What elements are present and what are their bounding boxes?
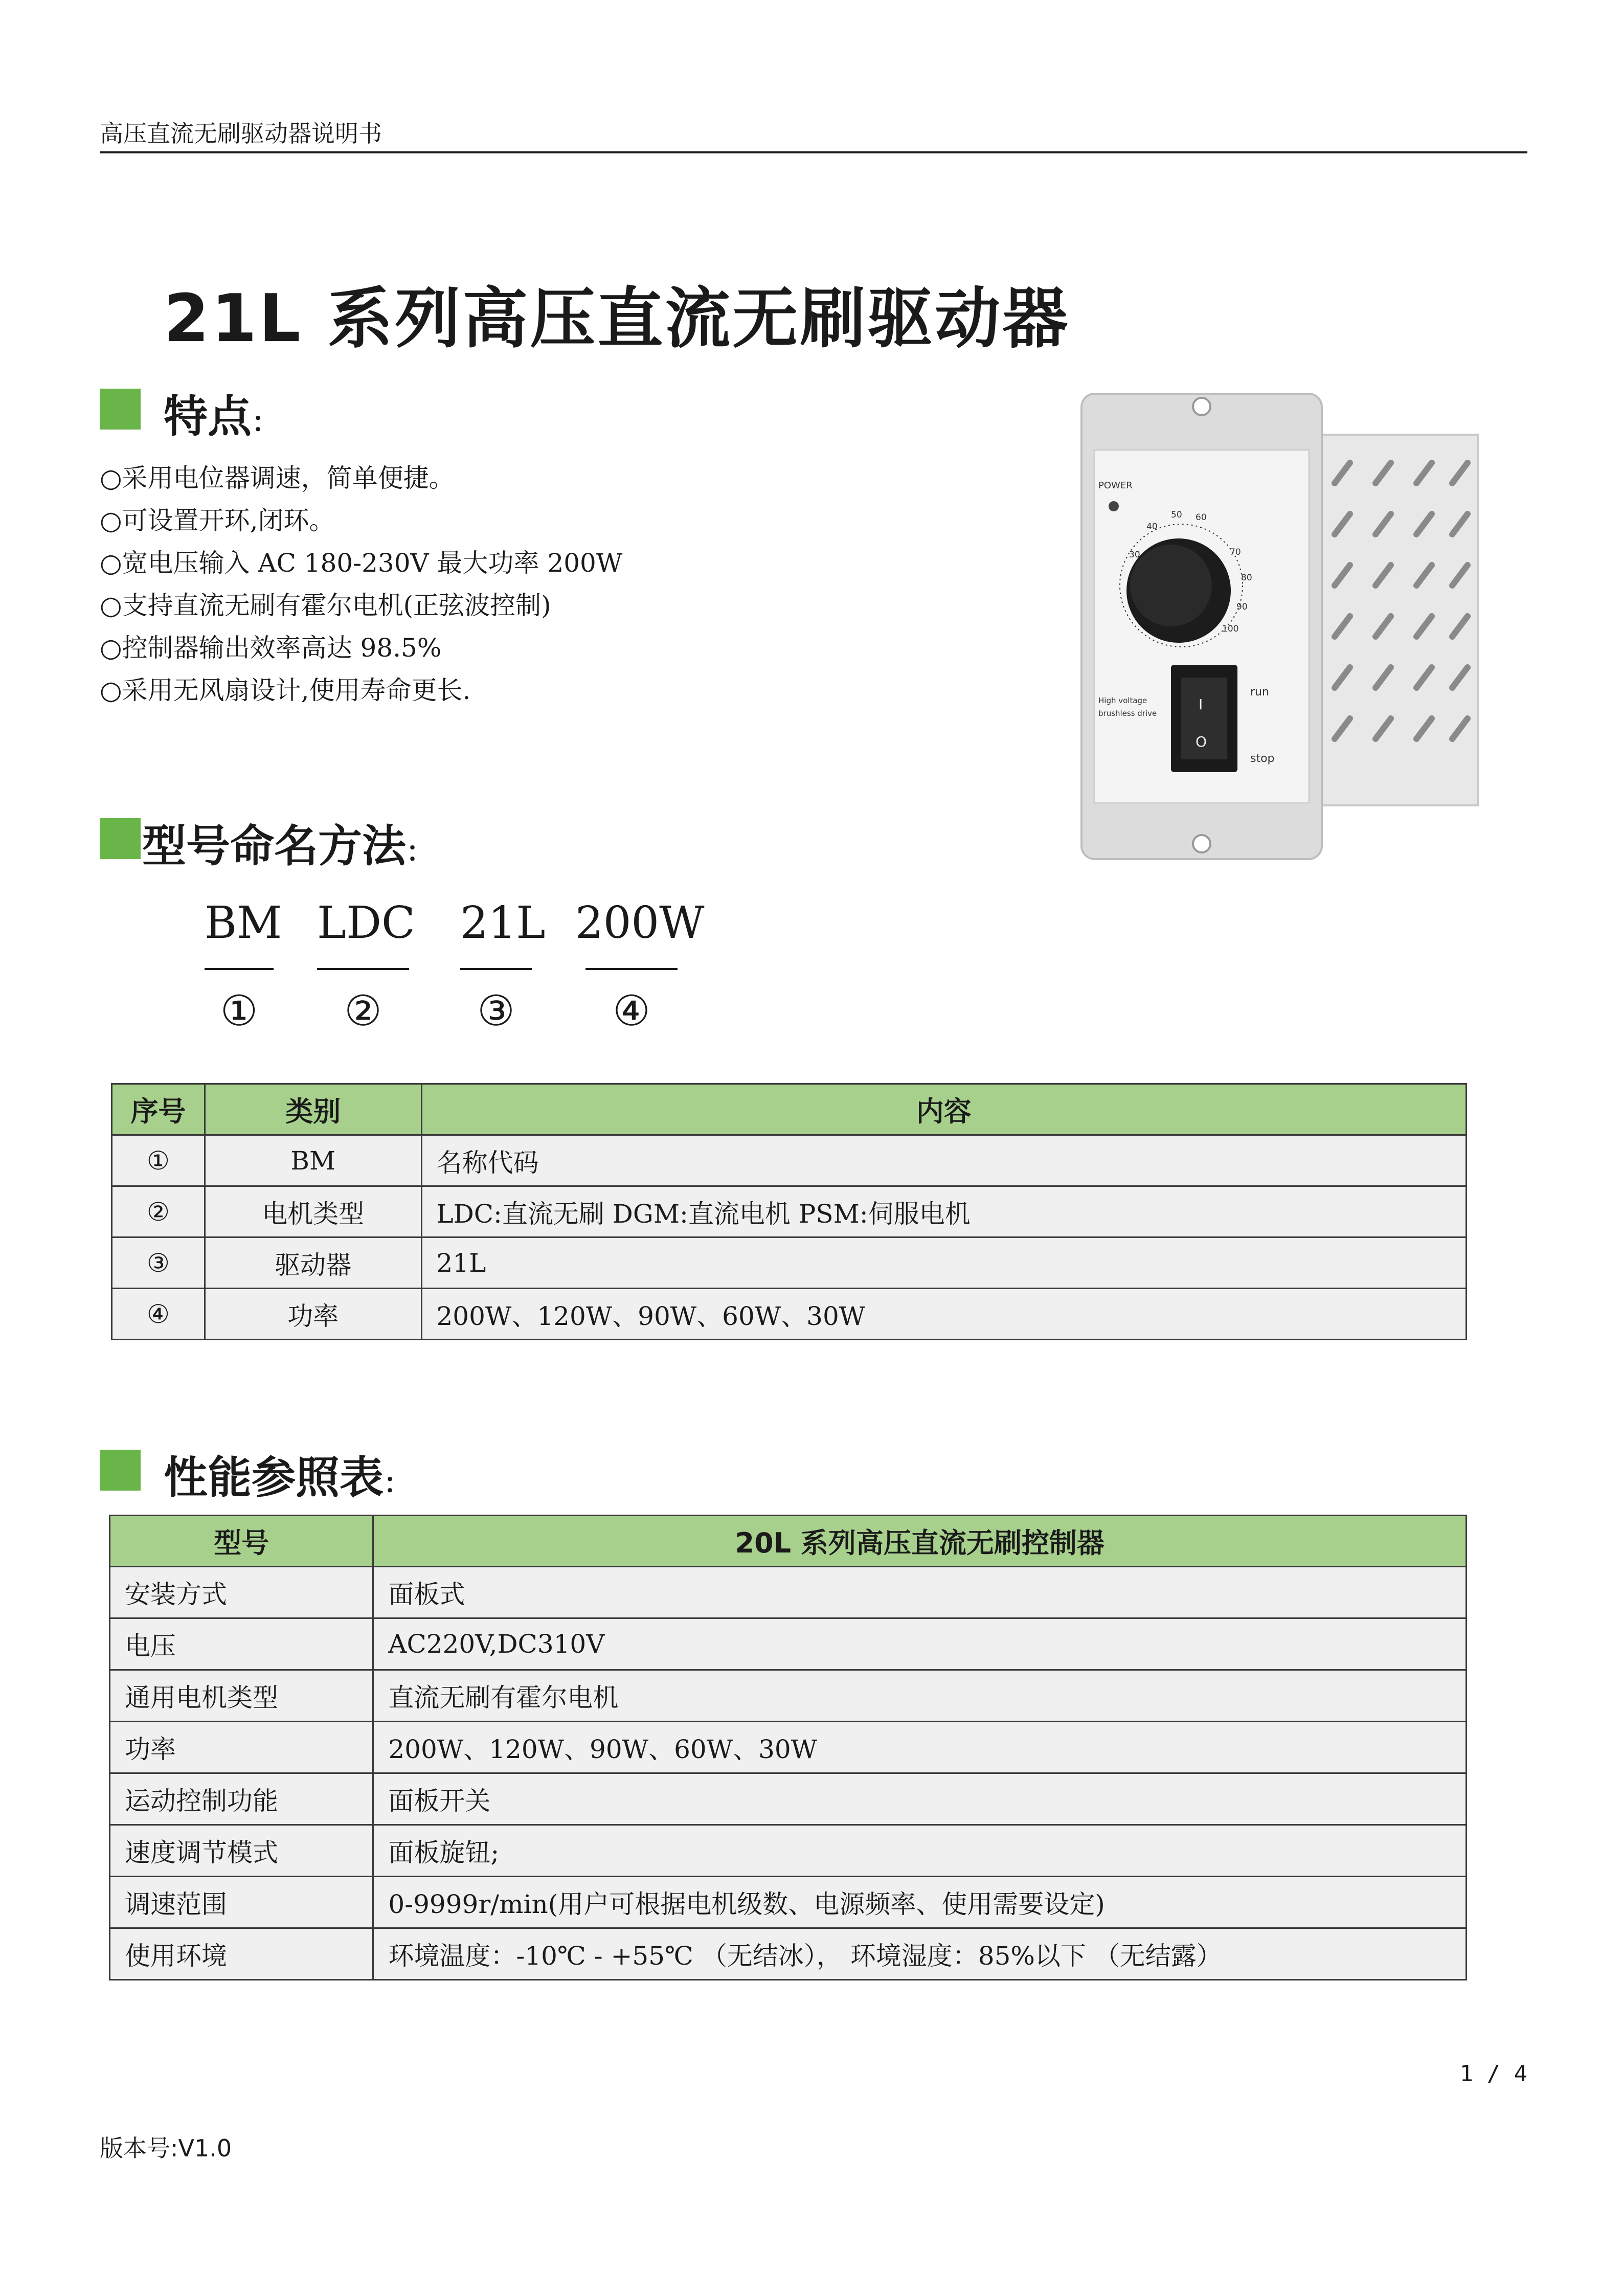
- feature-item: ○采用电位器调速，简单便捷。: [100, 463, 455, 493]
- table-header: 类别: [205, 1084, 421, 1135]
- dial-tick: 80: [1241, 573, 1252, 583]
- power-led-icon: [1109, 501, 1119, 511]
- code-underline: [317, 968, 409, 970]
- naming-table: [111, 1083, 1467, 1340]
- table-cell: ④: [112, 1289, 205, 1340]
- code-marker: ①: [220, 987, 258, 1036]
- performance-table: [109, 1515, 1467, 1980]
- code-marker: ④: [613, 987, 650, 1036]
- performance-heading: 性能参照表：: [164, 1452, 411, 1503]
- panel-text: High voltage: [1098, 696, 1147, 705]
- table-cell: 安装方式: [110, 1567, 373, 1618]
- table-cell: 电机类型: [205, 1186, 421, 1237]
- table-cell: 运动控制功能: [110, 1773, 373, 1825]
- model-code-part: BM: [205, 897, 282, 949]
- table-cell: 驱动器: [205, 1237, 421, 1289]
- table-row: [110, 1825, 1467, 1877]
- table-cell: 使用环境: [110, 1928, 373, 1980]
- table-header: 序号: [112, 1084, 205, 1135]
- feature-item: ○控制器输出效率高达 98.5%: [100, 633, 442, 663]
- table-cell: ③: [112, 1237, 205, 1289]
- table-row: [112, 1186, 1467, 1237]
- feature-item: ○支持直流无刷有霍尔电机(正弦波控制): [100, 591, 551, 620]
- table-cell: AC220V,DC310V: [373, 1618, 1467, 1670]
- table-row: [110, 1670, 1467, 1722]
- header-divider: [100, 151, 1527, 153]
- table-row: [112, 1135, 1467, 1186]
- table-row: [112, 1237, 1467, 1289]
- table-cell: LDC:直流无刷 DGM:直流电机 PSM:伺服电机: [421, 1186, 1467, 1237]
- dial-tick: 70: [1230, 547, 1241, 557]
- table-cell: 面板式: [373, 1567, 1467, 1618]
- table-row: [110, 1877, 1467, 1928]
- table-cell: 200W、120W、90W、60W、30W: [421, 1289, 1467, 1340]
- dial-tick: 90: [1236, 602, 1248, 612]
- table-header: 型号: [110, 1516, 373, 1567]
- table-cell: 功率: [205, 1289, 421, 1340]
- table-row: [110, 1928, 1467, 1980]
- table-cell: 速度调节模式: [110, 1825, 373, 1877]
- table-cell: 面板开关: [373, 1773, 1467, 1825]
- table-header: 内容: [421, 1084, 1467, 1135]
- svg-text:O: O: [1196, 733, 1207, 750]
- table-cell: ②: [112, 1186, 205, 1237]
- dial-tick: 100: [1222, 624, 1239, 634]
- mounting-hole-icon: [1193, 398, 1210, 415]
- code-marker: ②: [344, 987, 382, 1036]
- dial-tick: 40: [1146, 522, 1158, 532]
- table-cell: 调速范围: [110, 1877, 373, 1928]
- svg-text:I: I: [1199, 696, 1203, 713]
- table-cell: 0-9999r/min(用户可根据电机级数、电源频率、使用需要设定): [373, 1877, 1467, 1928]
- code-underline: [585, 968, 678, 970]
- section-marker-icon: [100, 389, 141, 430]
- naming-heading: 型号命名方法：: [142, 821, 434, 872]
- dial-tick: 30: [1129, 550, 1140, 560]
- table-cell: 名称代码: [421, 1135, 1467, 1186]
- model-code-part: LDC: [317, 897, 415, 949]
- product-image: [1074, 386, 1483, 867]
- table-header: 20L 系列高压直流无刷控制器: [373, 1516, 1467, 1567]
- code-marker: ③: [477, 987, 515, 1036]
- table-row: [112, 1289, 1467, 1340]
- dial-tick: 60: [1196, 512, 1207, 523]
- stop-label: stop: [1250, 752, 1275, 765]
- table-cell: 环境温度：-10℃ - +55℃ （无结冰）， 环境湿度：85%以下 （无结露）: [373, 1928, 1467, 1980]
- section-marker-icon: [100, 1450, 141, 1491]
- version-label: 版本号:V1.0: [100, 2134, 232, 2162]
- table-cell: 200W、120W、90W、60W、30W: [373, 1722, 1467, 1773]
- table-cell: ①: [112, 1135, 205, 1186]
- model-code-part: 200W: [575, 897, 705, 949]
- dial-tick: 50: [1171, 510, 1182, 520]
- page-number: 1 / 4: [1459, 2061, 1527, 2087]
- mounting-hole-icon: [1193, 835, 1210, 852]
- feature-item: ○可设置开环,闭环。: [100, 506, 335, 535]
- panel-text: brushless drive: [1098, 709, 1157, 718]
- table-cell: 通用电机类型: [110, 1670, 373, 1722]
- run-label: run: [1250, 686, 1269, 699]
- document-title: 21L 系列高压直流无刷驱动器: [164, 281, 1070, 357]
- code-underline: [460, 968, 532, 970]
- table-row: [110, 1722, 1467, 1773]
- table-cell: 21L: [421, 1237, 1467, 1289]
- section-marker-icon: [100, 818, 141, 859]
- table-row: [110, 1618, 1467, 1670]
- table-cell: 电压: [110, 1618, 373, 1670]
- feature-item: ○宽电压输入 AC 180-230V 最大功率 200W: [100, 548, 623, 578]
- table-row: [110, 1567, 1467, 1618]
- power-label: POWER: [1098, 480, 1133, 491]
- feature-item: ○采用无风扇设计,使用寿命更长.: [100, 676, 471, 705]
- table-cell: 直流无刷有霍尔电机: [373, 1670, 1467, 1722]
- table-cell: 功率: [110, 1722, 373, 1773]
- model-code-part: 21L: [460, 897, 546, 949]
- running-header: 高压直流无刷驱动器说明书: [100, 120, 382, 147]
- code-underline: [205, 968, 274, 970]
- table-cell: 面板旋钮;: [373, 1825, 1467, 1877]
- features-heading: 特点：: [164, 391, 279, 442]
- table-row: [110, 1773, 1467, 1825]
- table-cell: BM: [205, 1135, 421, 1186]
